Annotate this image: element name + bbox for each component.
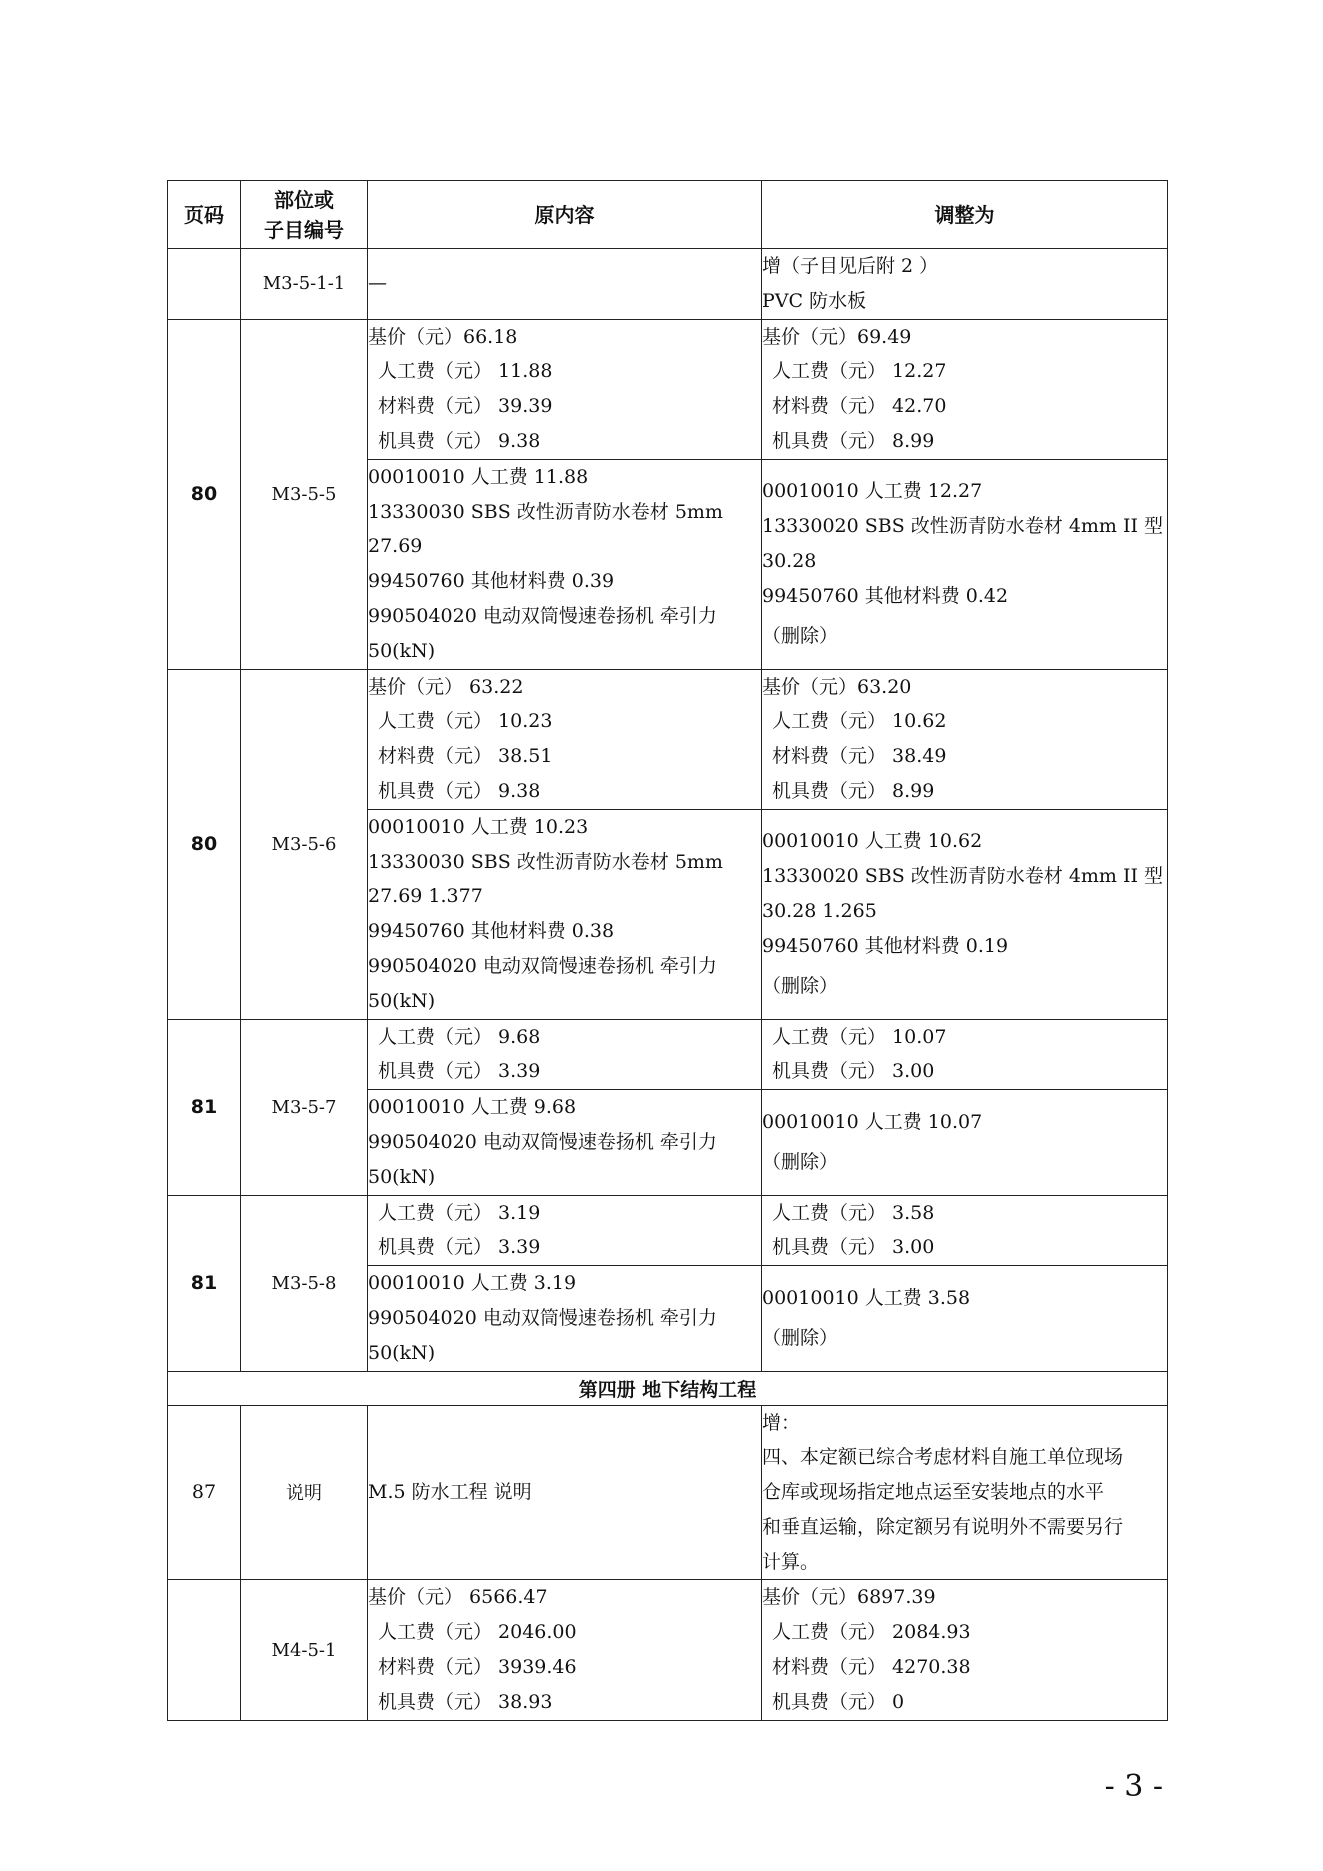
content-line: 计算。	[762, 1550, 820, 1573]
adjusted-content	[762, 319, 1168, 459]
content-line: 00010010 人工费 10.07	[762, 1110, 983, 1133]
content-line: 99450760 其他材料费 0.39	[368, 570, 615, 593]
item-code-cell: M3-5-8	[241, 1195, 368, 1371]
adjusted-content	[762, 1266, 1168, 1371]
page-cell: 80	[168, 319, 241, 669]
adjusted-content	[762, 809, 1168, 1019]
section-title: 第四册 地下结构工程	[168, 1371, 1168, 1405]
item-code-cell: 说明	[241, 1405, 368, 1580]
content-line: 00010010 人工费 11.88	[368, 465, 589, 488]
content-line: 基价（元） 63.22	[368, 675, 524, 698]
content-line: 材料费（元） 38.51	[378, 745, 553, 768]
content-line: 50(kN)	[368, 989, 436, 1012]
adjusted-content	[762, 1580, 1168, 1720]
header-adjusted: 调整为	[762, 181, 1168, 249]
content-line: 人工费（元） 2084.93	[772, 1621, 971, 1644]
content-line: 50(kN)	[368, 1341, 436, 1364]
table-row	[168, 319, 1168, 459]
content-line: M.5 防水工程 说明	[368, 1481, 532, 1504]
table-row	[168, 1195, 1168, 1266]
original-content	[368, 1405, 762, 1580]
content-line: 基价（元）69.49	[762, 325, 912, 348]
original-content	[368, 669, 762, 809]
original-content	[368, 319, 762, 459]
content-line: 基价（元） 6566.47	[368, 1586, 548, 1609]
content-line: 人工费（元） 11.88	[378, 360, 553, 383]
content-line: 增：	[762, 1411, 801, 1434]
original-content	[368, 249, 762, 320]
content-line: 机具费（元） 0	[772, 1690, 905, 1713]
content-line: 仓库或现场指定地点运至安装地点的水平	[762, 1481, 1105, 1504]
content-line: 27.69 1.377	[368, 885, 483, 908]
content-line: 990504020 电动双筒慢速卷扬机 牵引力	[368, 1130, 717, 1153]
section-row	[168, 1371, 1168, 1405]
content-line: 人工费（元） 3.58	[772, 1201, 935, 1224]
content-line: 基价（元）6897.39	[762, 1586, 936, 1609]
original-content	[368, 1195, 762, 1266]
content-line: 27.69	[368, 535, 423, 558]
header-item-code	[241, 181, 368, 249]
page-number: - 3 -	[1104, 1769, 1163, 1804]
content-line: 13330020 SBS 改性沥青防水卷材 4mm II 型	[762, 864, 1164, 887]
adjusted-content	[762, 1405, 1168, 1580]
content-line: （删除）	[762, 975, 839, 998]
content-line: 机具费（元） 8.99	[772, 429, 935, 452]
item-code-cell: M3-5-7	[241, 1019, 368, 1195]
header-row	[168, 181, 1168, 249]
table-row	[168, 1405, 1168, 1580]
content-line: 人工费（元） 10.07	[772, 1025, 947, 1048]
content-line: 人工费（元） 10.23	[378, 710, 553, 733]
item-code-cell: M3-5-1-1	[241, 249, 368, 320]
content-line: 30.28 1.265	[762, 899, 877, 922]
item-code-cell: M4-5-1	[241, 1580, 368, 1720]
content-line: 基价（元）66.18	[368, 325, 518, 348]
item-code-cell: M3-5-6	[241, 669, 368, 1019]
page-cell	[168, 249, 241, 320]
adjusted-content	[762, 1195, 1168, 1266]
content-line: 00010010 人工费 10.62	[762, 830, 983, 853]
content-line: 增（子目见后附 2 ）	[762, 255, 939, 277]
adjusted-content	[762, 249, 1168, 320]
page-cell: 87	[168, 1405, 241, 1580]
content-line: 30.28	[762, 549, 817, 572]
content-line: 材料费（元） 3939.46	[378, 1656, 577, 1679]
content-line: 人工费（元） 2046.00	[378, 1621, 577, 1644]
content-line: （删除）	[762, 1327, 839, 1350]
content-line: 人工费（元） 10.62	[772, 710, 947, 733]
content-line: 00010010 人工费 3.19	[368, 1272, 577, 1295]
original-content	[368, 1090, 762, 1195]
content-line: 人工费（元） 9.68	[378, 1025, 541, 1048]
adjusted-content	[762, 1090, 1168, 1195]
item-code-cell: M3-5-5	[241, 319, 368, 669]
content-line: （删除）	[762, 625, 839, 648]
content-line: 机具费（元） 38.93	[378, 1690, 553, 1713]
content-line: 人工费（元） 3.19	[378, 1201, 541, 1224]
content-line: 50(kN)	[368, 639, 436, 662]
header-original: 原内容	[368, 181, 762, 249]
adjusted-content	[762, 669, 1168, 809]
content-line: 机具费（元） 3.00	[772, 1236, 935, 1259]
content-line: 人工费（元） 12.27	[772, 360, 947, 383]
content-line: 99450760 其他材料费 0.42	[762, 584, 1009, 607]
header-item-line-2: 子目编号	[264, 217, 344, 242]
content-line: 00010010 人工费 3.58	[762, 1286, 971, 1309]
content-line: —	[368, 272, 387, 295]
original-content	[368, 459, 762, 669]
content-line: 机具费（元） 9.38	[378, 429, 541, 452]
content-line: 机具费（元） 3.39	[378, 1236, 541, 1259]
page-cell: 80	[168, 669, 241, 1019]
content-line: 材料费（元） 38.49	[772, 745, 947, 768]
adjustment-table	[167, 180, 1168, 1721]
content-line: 990504020 电动双筒慢速卷扬机 牵引力	[368, 954, 717, 977]
content-line: 990504020 电动双筒慢速卷扬机 牵引力	[368, 604, 717, 627]
content-line: 00010010 人工费 9.68	[368, 1096, 577, 1119]
content-line: 机具费（元） 8.99	[772, 779, 935, 802]
page-cell: 81	[168, 1195, 241, 1371]
adjusted-content	[762, 459, 1168, 669]
original-content	[368, 1019, 762, 1090]
adjusted-content	[762, 1019, 1168, 1090]
table-row	[168, 669, 1168, 809]
content-line: 材料费（元） 39.39	[378, 395, 553, 418]
page-cell: 81	[168, 1019, 241, 1195]
content-line: 13330030 SBS 改性沥青防水卷材 5mm	[368, 850, 723, 873]
content-line: 机具费（元） 3.00	[772, 1060, 935, 1083]
content-line: 00010010 人工费 10.23	[368, 815, 589, 838]
content-line: 材料费（元） 4270.38	[772, 1656, 971, 1679]
content-line: 和垂直运输，除定额另有说明外不需要另行	[762, 1515, 1124, 1538]
header-page: 页码	[168, 181, 241, 249]
content-line: 13330020 SBS 改性沥青防水卷材 4mm II 型	[762, 514, 1164, 537]
table-row	[168, 1580, 1168, 1720]
content-line: 四、本定额已综合考虑材料自施工单位现场	[762, 1446, 1124, 1469]
content-line: 50(kN)	[368, 1165, 436, 1188]
content-line: （删除）	[762, 1151, 839, 1174]
original-content	[368, 1580, 762, 1720]
header-item-line-1: 部位或	[274, 187, 334, 212]
content-line: 00010010 人工费 12.27	[762, 480, 983, 503]
original-content	[368, 1266, 762, 1371]
table-row	[168, 1019, 1168, 1090]
content-line: PVC 防水板	[762, 289, 867, 312]
content-line: 13330030 SBS 改性沥青防水卷材 5mm	[368, 500, 723, 523]
table-row	[168, 249, 1168, 320]
content-line: 材料费（元） 42.70	[772, 395, 947, 418]
content-line: 99450760 其他材料费 0.38	[368, 920, 615, 943]
content-line: 机具费（元） 3.39	[378, 1060, 541, 1083]
content-line: 990504020 电动双筒慢速卷扬机 牵引力	[368, 1306, 717, 1329]
content-line: 机具费（元） 9.38	[378, 779, 541, 802]
content-line: 基价（元）63.20	[762, 675, 912, 698]
content-line: 99450760 其他材料费 0.19	[762, 934, 1009, 957]
page-cell	[168, 1580, 241, 1720]
original-content	[368, 809, 762, 1019]
